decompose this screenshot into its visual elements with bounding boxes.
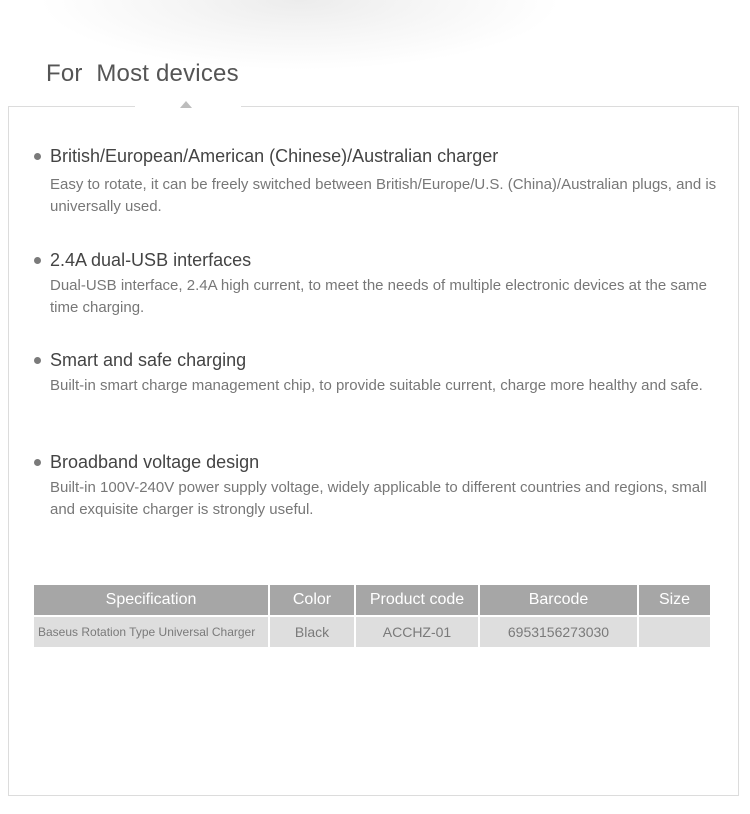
table-header-row (34, 585, 710, 617)
specification-table (32, 585, 712, 647)
bullet-icon (34, 357, 41, 364)
cell-size (639, 617, 710, 647)
feature-item-smart-charging (34, 349, 724, 397)
feature-title-text: British/European/American (Chinese)/Australian charger (50, 146, 499, 166)
caret-up-icon (180, 101, 192, 108)
header-size: Size (639, 585, 710, 617)
feature-item-voltage (34, 451, 724, 521)
feature-description: Dual-USB interface, 2.4A high current, to meet the needs of multiple electronic devices at the same time charging. (50, 277, 708, 316)
feature-title-text: 2.4A dual-USB interfaces (50, 250, 252, 270)
feature-title-text: Broadband voltage design (50, 452, 260, 472)
feature-item-usb (34, 249, 724, 319)
bullet-icon (34, 153, 41, 160)
bullet-icon (34, 459, 41, 466)
feature-item-plugs (34, 145, 724, 218)
feature-title (34, 145, 724, 167)
cell-color: Black (270, 617, 354, 647)
header-color: Color (270, 585, 354, 617)
table-row (34, 617, 710, 647)
feature-description: Built-in smart charge management chip, to provide suitable current, charge more healthy and safe. (50, 377, 703, 394)
header-product-code: Product code (356, 585, 478, 617)
feature-description: Built-in 100V-240V power supply voltage, widely applicable to different countries and regions, small and exquisite charger is strongly useful. (50, 479, 707, 518)
header-barcode: Barcode (480, 585, 637, 617)
feature-title (34, 349, 724, 371)
feature-description: Easy to rotate, it can be freely switched between British/Europe/U.S. (China)/Australian plugs, and is universally used. (50, 176, 717, 215)
header-specification: Specification (34, 585, 268, 617)
feature-title (34, 451, 724, 473)
feature-title-text: Smart and safe charging (50, 350, 247, 370)
bullet-icon (34, 257, 41, 264)
cell-barcode: 6953156273030 (480, 617, 637, 647)
feature-title (34, 249, 724, 271)
cell-specification: Baseus Rotation Type Universal Charger (34, 617, 268, 647)
cell-product-code: ACCHZ-01 (356, 617, 478, 647)
section-heading: For Most devices (46, 60, 239, 87)
